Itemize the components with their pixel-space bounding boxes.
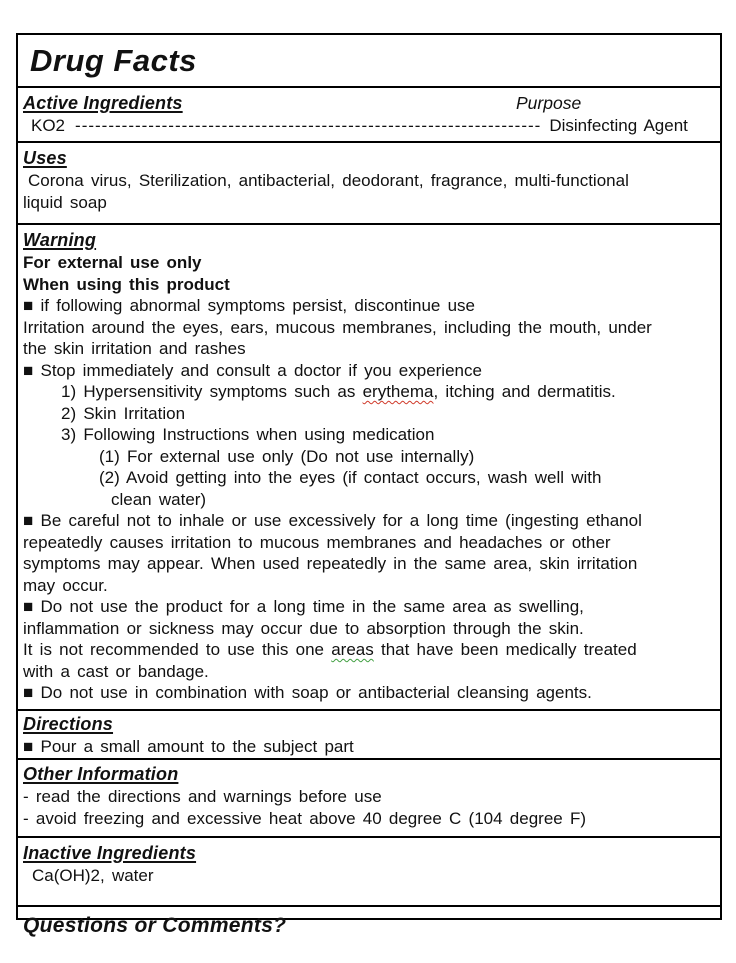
drug-facts-label xyxy=(16,33,722,937)
grammar-text-post: that have been medically treated xyxy=(373,640,637,659)
warning-sub-item-continuation: clean water) xyxy=(111,489,207,509)
warning-line: Irritation around the eyes, ears, mucous membranes, including the mouth, under xyxy=(23,317,652,337)
directions-line: ■ Pour a small amount to the subject part xyxy=(23,736,354,756)
uses-line: Corona virus, Sterilization, antibacterial, deodorant, fragrance, multi-functional xyxy=(28,171,629,190)
title-bar xyxy=(18,35,720,88)
ingredient-name: KO2 xyxy=(31,116,66,135)
ingredient-purpose: Disinfecting Agent xyxy=(549,116,688,135)
active-ingredients-header: Active Ingredients xyxy=(23,93,183,113)
warning-numbered-item: 3) Following Instructions when using medication xyxy=(61,425,435,444)
warning-line: may occur. xyxy=(23,575,108,595)
section-other-information xyxy=(18,758,720,836)
item-text-post: , itching and dermatitis. xyxy=(433,382,616,401)
warning-line: repeatedly causes irritation to mucous membranes and headaches or other xyxy=(23,532,611,552)
warning-line: ■ Do not use the product for a long time in the same area as swelling, xyxy=(23,597,584,616)
warning-line: ■ Do not use in combination with soap or antibacterial cleansing agents. xyxy=(23,683,592,702)
directions-header: Directions xyxy=(23,713,114,734)
uses-line: liquid soap xyxy=(23,192,107,212)
inactive-ingredients-text: Ca(OH)2, water xyxy=(32,866,154,885)
section-uses xyxy=(18,141,720,223)
section-inactive-ingredients xyxy=(18,836,720,905)
other-information-line: - avoid freezing and excessive heat above 40 degree C (104 degree F) xyxy=(23,808,586,828)
warning-header: Warning xyxy=(23,230,97,250)
section-questions xyxy=(18,905,720,951)
inactive-ingredients-header: Inactive Ingredients xyxy=(23,843,197,863)
warning-sub-item: (2) Avoid getting into the eyes (if contact occurs, wash well with xyxy=(99,468,602,487)
dash-leader: ---------------------------------------------------------------------- xyxy=(75,116,542,135)
uses-header: Uses xyxy=(23,148,67,168)
warning-line: symptoms may appear. When used repeatedly in the same area, skin irritation xyxy=(23,554,638,573)
warning-line: ■ Stop immediately and consult a doctor if you experience xyxy=(23,360,482,380)
purpose-header: Purpose xyxy=(516,93,582,113)
warning-bold-line: When using this product xyxy=(23,274,230,294)
warning-line: ■ if following abnormal symptoms persist, discontinue use xyxy=(23,296,476,315)
section-directions xyxy=(18,709,720,759)
page-title: Drug Facts xyxy=(30,43,197,78)
warning-numbered-item: 2) Skin Irritation xyxy=(61,403,186,423)
misspelled-word: erythema xyxy=(362,382,434,401)
ingredient-row xyxy=(23,115,714,137)
questions-header: Questions or Comments? xyxy=(23,913,287,937)
other-information-header: Other Information xyxy=(23,764,179,784)
item-text-pre: 1) Hypersensitivity symptoms such as xyxy=(61,382,363,401)
other-information-line: - read the directions and warnings before use xyxy=(23,787,382,806)
warning-line: with a cast or bandage. xyxy=(23,661,209,681)
warning-line: ■ Be careful not to inhale or use excessively for a long time (ingesting ethanol xyxy=(23,511,642,530)
grammar-flagged-word: areas xyxy=(331,640,374,659)
section-warning xyxy=(18,223,720,709)
section-active-ingredients xyxy=(18,88,720,141)
warning-sub-item: (1) For external use only (Do not use internally) xyxy=(99,446,475,466)
warning-bold-line: For external use only xyxy=(23,253,202,272)
warning-grammar-line xyxy=(23,639,714,661)
warning-line: inflammation or sickness may occur due to absorption through the skin. xyxy=(23,618,584,638)
warning-numbered-item xyxy=(23,381,714,403)
grammar-text-pre: It is not recommended to use this one xyxy=(23,640,332,659)
active-ingredients-header-row xyxy=(23,91,714,115)
warning-line: the skin irritation and rashes xyxy=(23,339,246,358)
